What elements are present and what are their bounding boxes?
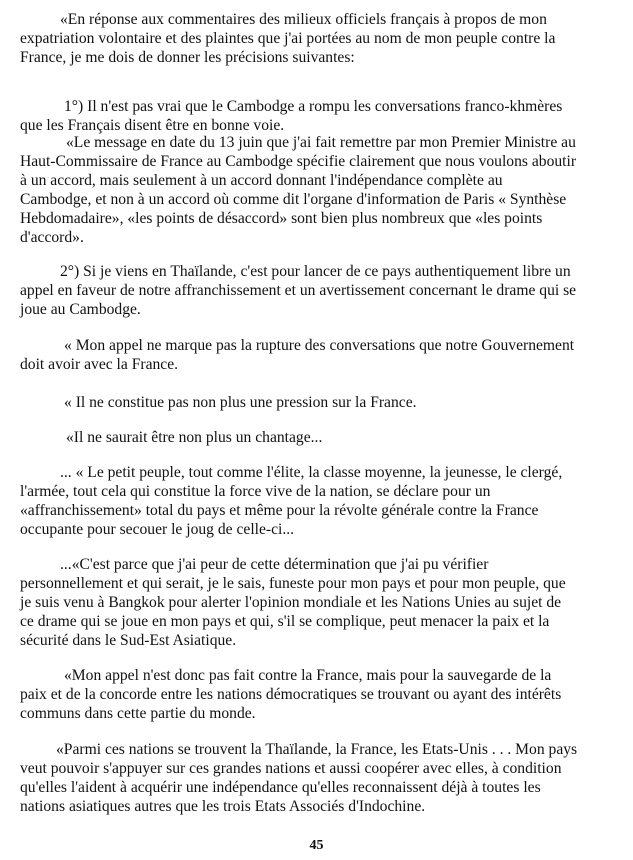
paragraph-line: «Parmi ces nations se trouvent la Thaïlande, la France, les Etats-Unis . . . Mon pays — [56, 741, 578, 758]
paragraph-line: veut pouvoir s'appuyer sur ces grandes nations et aussi coopérer avec elles, à condition — [20, 760, 562, 777]
paragraph-line: 1°) Il n'est pas vrai que le Cambodge a rompu les conversations franco-khmères — [64, 98, 563, 115]
paragraph-line: ... « Le petit peuple, tout comme l'élite, la classe moyenne, la jeunesse, le clergé, — [60, 464, 563, 481]
paragraph-line: «affranchissement» total du pays et même pour la révolte générale contre la France — [20, 502, 539, 519]
paragraph-8 — [20, 463, 616, 539]
paragraph-7 — [20, 428, 616, 447]
paragraph-line: ce drame qui se joue en mon pays et qui, s'il se complique, peut menacer la paix et la — [20, 613, 550, 630]
paragraph-line: qu'elles l'aident à acquérir une indépendance qu'elles reconnaissent déjà à toutes les — [20, 779, 541, 796]
paragraph-line: «Mon appel n'est donc pas fait contre la France, mais pour la sauvegarde de la — [64, 667, 552, 684]
paragraph-line: doit avoir avec la France. — [20, 356, 179, 373]
paragraph-4 — [20, 262, 616, 319]
paragraph-line: occupante pour secouer le joug de celle-ci... — [20, 521, 295, 538]
paragraph-line: d'accord». — [20, 229, 84, 246]
paragraph-11 — [20, 740, 616, 816]
paragraph-line: appel en faveur de notre affranchissement et un avertissement concernant le drame qui se — [20, 282, 577, 299]
paragraph-line: paix et de la concorde entre les nations démocratiques se trouvant ou ayant des intérêts — [20, 686, 562, 703]
paragraph-3 — [20, 133, 616, 247]
paragraph-line: joue au Cambodge. — [20, 301, 141, 318]
paragraph-line: l'armée, tout cela qui constitue la force vive de la nation, se déclare pour un — [20, 483, 491, 500]
paragraph-line: Cambodge, et non à un accord où comme dit l'organe d'information de Paris « Synthèse — [20, 191, 567, 208]
paragraph-line: «Le message en date du 13 juin que j'ai fait remettre par mon Premier Ministre au — [66, 134, 576, 151]
paragraph-1 — [20, 10, 616, 67]
paragraph-line: nations asiatiques autres que les trois Etats Associés d'Indochine. — [20, 798, 426, 815]
paragraph-5 — [20, 336, 616, 374]
paragraph-line: je suis venu à Bangkok pour alerter l'opinion mondiale et les Nations Unies au sujet de — [20, 594, 562, 611]
paragraph-line: sécurité dans le Sud-Est Asiatique. — [20, 632, 237, 649]
paragraph-line: Hebdomadaire», «les points de désaccord» sont bien plus nombreux que «les points — [20, 210, 543, 227]
paragraph-line: personnellement et qui serait, je le sais, funeste pour mon pays et pour mon peuple, que — [20, 575, 566, 592]
paragraph-10 — [20, 666, 616, 723]
paragraph-6 — [20, 393, 616, 412]
paragraph-line: France, je me dois de donner les précisions suivantes: — [20, 49, 355, 66]
paragraph-line: «Il ne saurait être non plus un chantage... — [66, 429, 323, 446]
paragraph-line: Haut-Commissaire de France au Cambodge spécifie clairement que nous voulons aboutir — [20, 153, 577, 170]
paragraph-line: communs dans cette partie du monde. — [20, 705, 256, 722]
page-number: 45 — [309, 838, 324, 853]
paragraph-line: expatriation volontaire et des plaintes que j'ai portées au nom de mon peuple contre la — [20, 30, 556, 47]
paragraph-line: « Il ne constitue pas non plus une pression sur la France. — [64, 394, 417, 411]
paragraph-line: ...«C'est parce que j'ai peur de cette détermination que j'ai pu vérifier — [60, 556, 489, 573]
paragraph-line: à un accord, mais seulement à un accord donnant l'indépendance complète au — [20, 172, 503, 189]
paragraph-line: 2°) Si je viens en Thaïlande, c'est pour lancer de ce pays authentiquement libre un — [60, 263, 571, 280]
paragraph-9 — [20, 555, 616, 650]
paragraph-line: «En réponse aux commentaires des milieux officiels français à propos de mon — [60, 11, 547, 28]
paragraph-2 — [20, 97, 616, 135]
paragraph-line: « Mon appel ne marque pas la rupture des conversations que notre Gouvernement — [64, 337, 575, 354]
paragraph-line: que les Français disent être en bonne voie. — [20, 117, 285, 134]
